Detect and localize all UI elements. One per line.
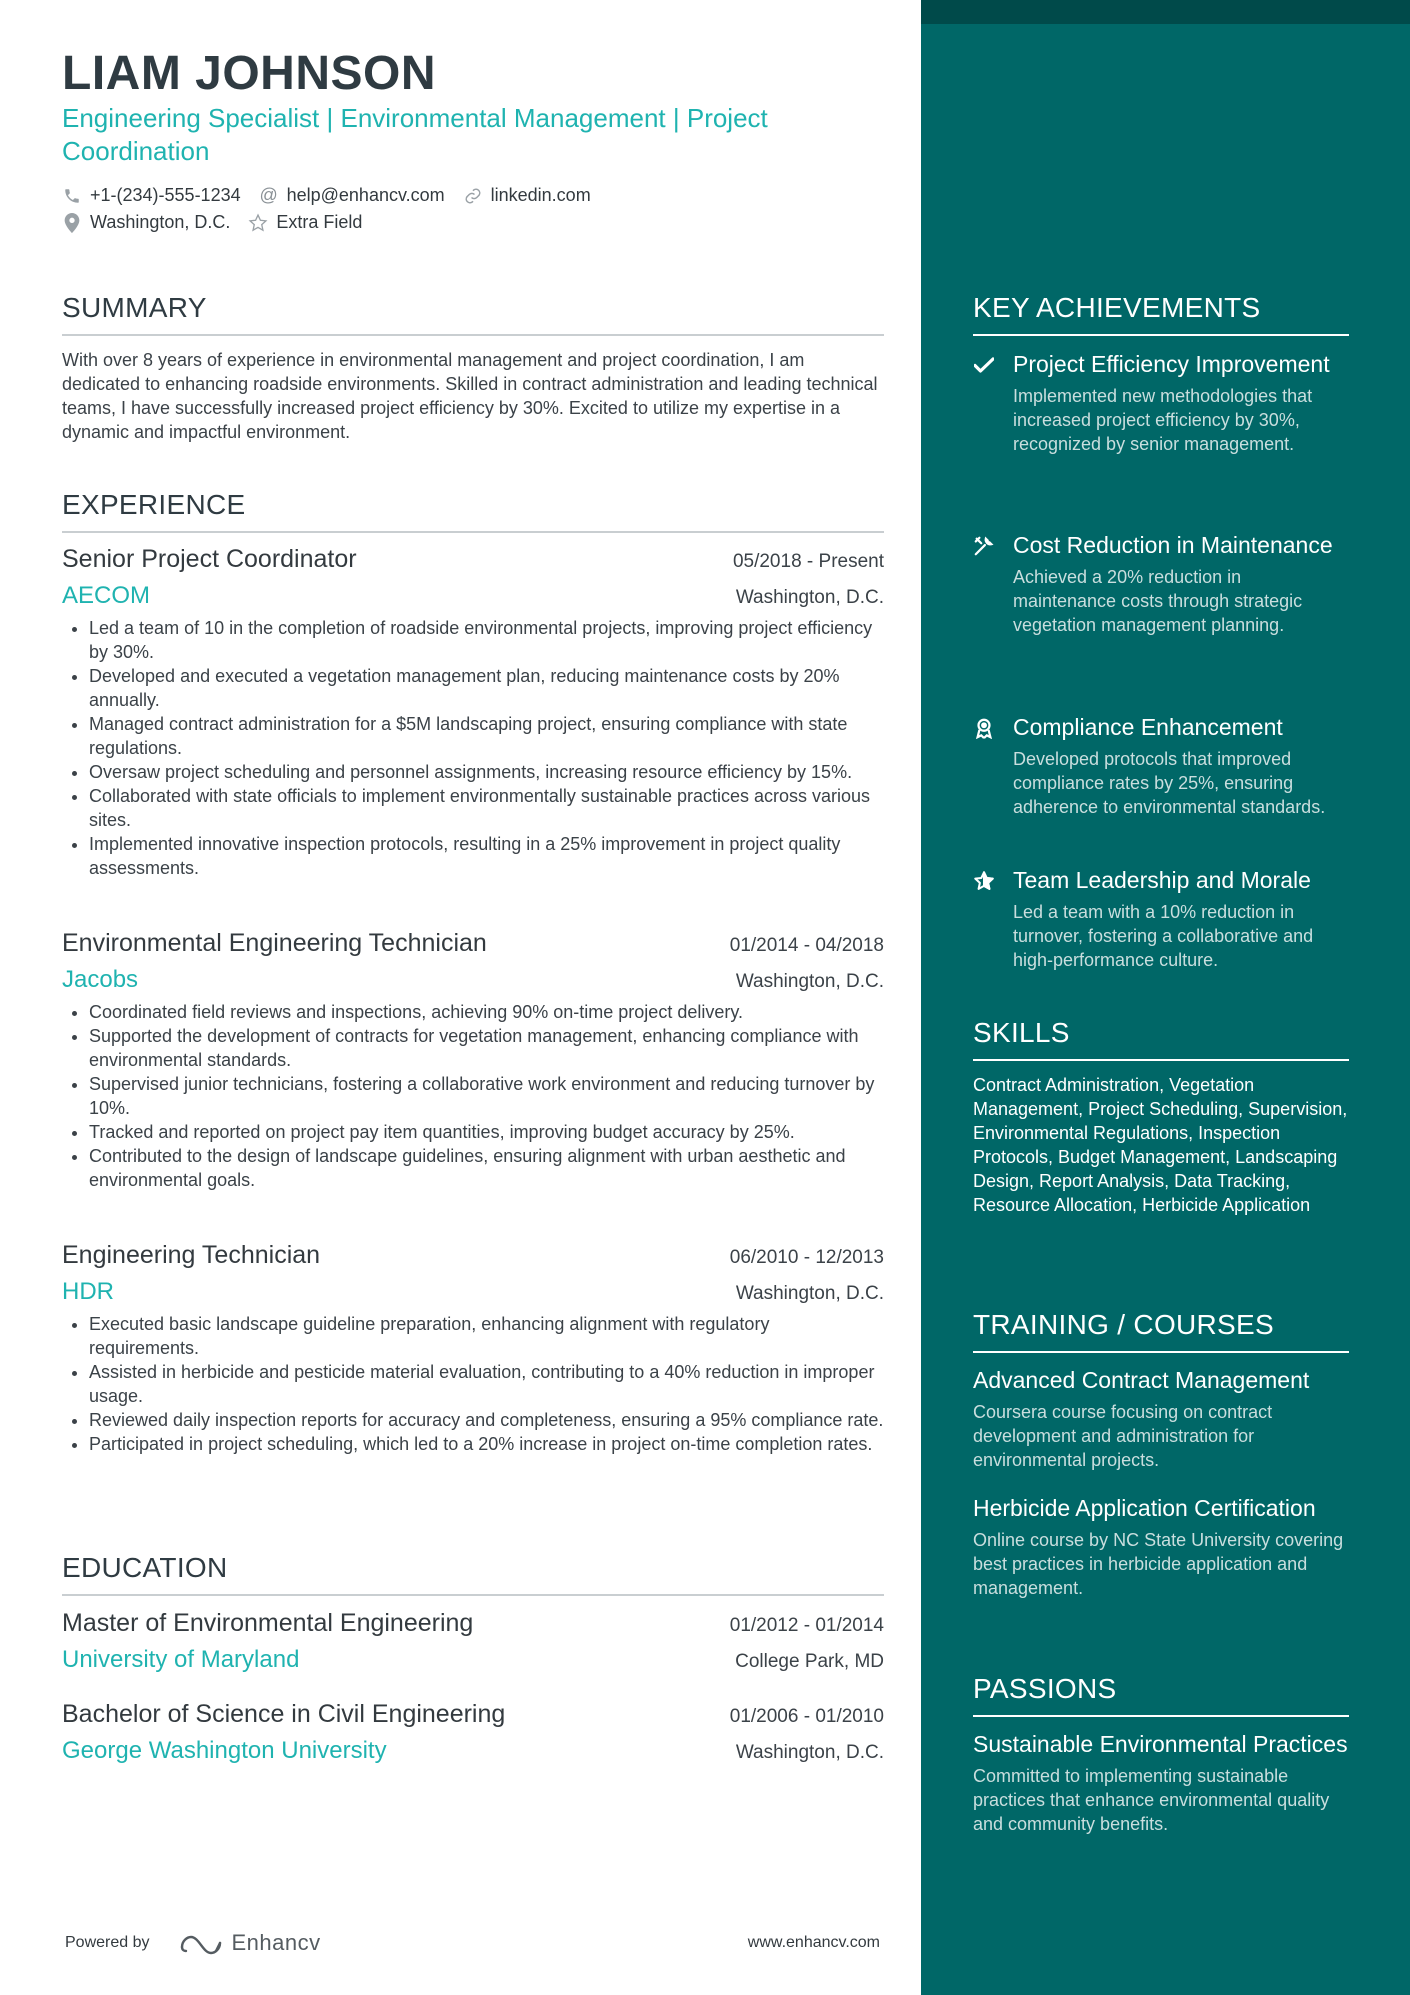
training-title: TRAINING / COURSES [973, 1309, 1274, 1340]
job-title: Engineering Technician [62, 1241, 321, 1269]
job-bullet: • Executed basic landscape guideline preparation, enhancing alignment with regulatory requirements. [89, 1312, 884, 1360]
job-entry [62, 1241, 884, 1456]
training-section [973, 1307, 1349, 1353]
course-item [973, 1366, 1349, 1472]
company-name: AECOM [62, 582, 151, 609]
course-item [973, 1494, 1349, 1600]
contact-email[interactable] [259, 185, 445, 206]
email-text: help@enhancv.com [286, 185, 445, 205]
education-entry [62, 1700, 884, 1765]
summary-section [62, 290, 884, 444]
phone-icon [62, 186, 82, 206]
section-divider [62, 1594, 884, 1596]
sidebar [921, 0, 1410, 1995]
job-bullet: • Developed and executed a vegetation management plan, reducing maintenance costs by 20% annually. [89, 664, 884, 712]
summary-title: SUMMARY [62, 292, 207, 323]
education-dates: 01/2006 - 01/2010 [729, 1706, 884, 1727]
star-icon [973, 870, 995, 892]
experience-title: EXPERIENCE [62, 489, 246, 520]
passion-desc: Committed to implementing sustainable practices that enhance environmental quality and community benefits. [973, 1766, 1330, 1834]
achievement-item [973, 350, 1349, 456]
linkedin-text: linkedin.com [490, 185, 591, 205]
location-text: Washington, D.C. [90, 212, 231, 232]
job-bullets [62, 616, 884, 880]
at-icon: @ [259, 185, 278, 205]
course-desc: Online course by NC State University covering best practices in herbicide application and management. [973, 1530, 1344, 1598]
candidate-name: LIAM JOHNSON [62, 47, 437, 100]
headline: Engineering Specialist | Environmental Management | Project Coordination [62, 103, 768, 166]
achievement-title: Cost Reduction in Maintenance [1013, 532, 1333, 558]
check-icon [973, 354, 995, 376]
achievements-title: KEY ACHIEVEMENTS [973, 292, 1261, 323]
experience-section [62, 487, 884, 533]
section-divider [62, 334, 884, 336]
achievement-title: Compliance Enhancement [1013, 714, 1283, 740]
section-divider [973, 334, 1349, 336]
link-icon [463, 186, 483, 206]
award-icon [973, 717, 995, 739]
passion-item [973, 1730, 1349, 1836]
job-bullet: • Reviewed daily inspection reports for accuracy and completeness, ensuring a 95% compliance rate. [89, 1408, 884, 1432]
achievement-item [973, 531, 1349, 637]
school-location: College Park, MD [735, 1651, 884, 1672]
job-bullet: • Participated in project scheduling, which led to a 20% increase in project on-time completion rates. [89, 1432, 884, 1456]
job-location: Washington, D.C. [735, 587, 884, 608]
job-dates: 05/2018 - Present [732, 551, 884, 572]
achievement-item [973, 713, 1349, 819]
section-divider [973, 1715, 1349, 1717]
summary-text: With over 8 years of experience in environmental management and project coordination, I am dedicated to enhancing roadside environments. Skilled in contract administration and leading technical teams, I have successfully increased project efficiency by 30%. Excited to utilize my expertise in a dynamic and impactful environment. [62, 350, 878, 442]
education-title: EDUCATION [62, 1552, 228, 1583]
school-location: Washington, D.C. [735, 1742, 884, 1763]
job-bullet: • Oversaw project scheduling and personnel assignments, increasing resource efficiency by 15%. [89, 760, 884, 784]
school-name: University of Maryland [62, 1646, 300, 1673]
contact-phone [62, 185, 241, 206]
education-section [62, 1550, 884, 1596]
job-entry [62, 545, 884, 880]
degree-title: Master of Environmental Engineering [62, 1609, 474, 1637]
contact-location [62, 212, 230, 233]
job-bullets [62, 1312, 884, 1456]
course-desc: Coursera course focusing on contract development and administration for environmental projects. [973, 1402, 1273, 1470]
contact-row-2 [62, 212, 380, 233]
skills-text: Contract Administration, Vegetation Management, Project Scheduling, Supervision, Environmental Regulations, Inspection Protocols, Budget Management, Landscaping Design, Report Analysis, Data Tracking, Resource Allocation, Herbicide Application [973, 1075, 1348, 1215]
job-bullet: • Coordinated field reviews and inspections, achieving 90% on-time project delivery. [89, 1000, 884, 1024]
enhancv-logo[interactable] [178, 1930, 321, 1956]
job-bullets [62, 1000, 884, 1192]
passions-title: PASSIONS [973, 1673, 1117, 1704]
job-bullet: • Implemented innovative inspection protocols, resulting in a 25% improvement in project quality assessments. [89, 832, 884, 880]
job-bullet: • Assisted in herbicide and pesticide material evaluation, contributing to a 40% reduction in improper usage. [89, 1360, 884, 1408]
extra-text: Extra Field [276, 212, 363, 232]
sidebar-top-band [921, 0, 1410, 24]
job-title: Senior Project Coordinator [62, 545, 357, 573]
passion-title: Sustainable Environmental Practices [973, 1731, 1348, 1757]
company-name: Jacobs [62, 966, 139, 993]
job-bullet: • Collaborated with state officials to implement environmentally sustainable practices across various sites. [89, 784, 884, 832]
star-outline-icon [248, 213, 268, 233]
course-title: Herbicide Application Certification [973, 1495, 1316, 1521]
section-divider [973, 1351, 1349, 1353]
job-bullet: • Contributed to the design of landscape guidelines, ensuring alignment with urban aesthetic and environmental goals. [89, 1144, 884, 1192]
course-title: Advanced Contract Management [973, 1367, 1310, 1393]
job-location: Washington, D.C. [735, 971, 884, 992]
contact-extra [248, 212, 362, 233]
footer-url[interactable]: www.enhancv.com [747, 1934, 880, 1951]
phone-text: +1-(234)-555-1234 [90, 185, 241, 205]
job-bullet: • Supported the development of contracts for vegetation management, enhancing compliance with environmental standards. [89, 1024, 884, 1072]
job-dates: 06/2010 - 12/2013 [729, 1247, 884, 1268]
powered-by-label: Powered by [65, 1934, 150, 1951]
job-entry [62, 929, 884, 1192]
job-title: Environmental Engineering Technician [62, 929, 487, 957]
achievement-item [973, 866, 1349, 972]
company-name: HDR [62, 1278, 114, 1305]
section-divider [62, 531, 884, 533]
achievement-desc: Developed protocols that improved compliance rates by 25%, ensuring adherence to environmental standards. [1013, 749, 1326, 817]
education-dates: 01/2012 - 01/2014 [729, 1615, 884, 1636]
skills-title: SKILLS [973, 1017, 1070, 1048]
contact-row-1 [62, 185, 609, 206]
job-location: Washington, D.C. [735, 1283, 884, 1304]
job-dates: 01/2014 - 04/2018 [729, 935, 884, 956]
job-bullet: • Led a team of 10 in the completion of roadside environmental projects, improving project efficiency by 30%. [89, 616, 884, 664]
achievements-section [973, 290, 1349, 336]
section-divider [973, 1059, 1349, 1061]
skills-section [973, 1015, 1349, 1217]
footer [65, 1930, 880, 1956]
location-pin-icon [62, 213, 82, 233]
enhancv-logo-icon [178, 1931, 224, 1955]
education-entry [62, 1609, 884, 1674]
contact-linkedin[interactable] [463, 185, 591, 206]
achievement-desc: Achieved a 20% reduction in maintenance costs through strategic vegetation management planning. [1013, 567, 1303, 635]
achievement-title: Project Efficiency Improvement [1013, 351, 1330, 377]
passions-section [973, 1671, 1349, 1717]
degree-title: Bachelor of Science in Civil Engineering [62, 1700, 506, 1728]
achievement-desc: Implemented new methodologies that increased project efficiency by 30%, recognized by senior management. [1013, 386, 1313, 454]
powered-by [65, 1930, 321, 1956]
job-bullet: • Tracked and reported on project pay item quantities, improving budget accuracy by 25%. [89, 1120, 884, 1144]
school-name: George Washington University [62, 1737, 387, 1764]
achievement-desc: Led a team with a 10% reduction in turnover, fostering a collaborative and high-performance culture. [1013, 902, 1314, 970]
achievement-title: Team Leadership and Morale [1013, 867, 1311, 893]
brand-name: Enhancv [231, 1930, 321, 1955]
job-bullet: • Supervised junior technicians, fostering a collaborative work environment and reducing turnover by 10%. [89, 1072, 884, 1120]
job-bullet: • Managed contract administration for a $5M landscaping project, ensuring compliance with state regulations. [89, 712, 884, 760]
tools-icon [973, 535, 995, 557]
